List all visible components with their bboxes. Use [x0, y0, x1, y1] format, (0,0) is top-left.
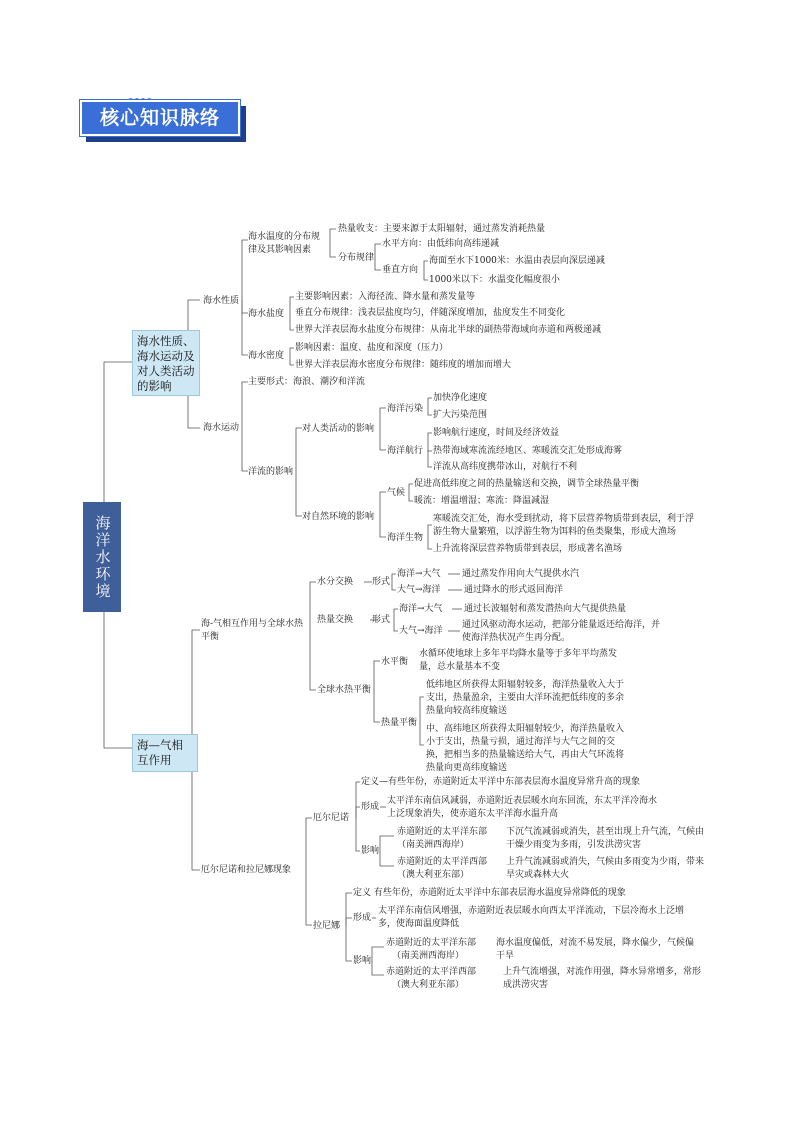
elnino-r1d2: 干燥少雨变为多雨，引发洪涝灾害 [506, 840, 642, 850]
lanina-f1: 太平洋东南信风增强，赤道附近表层暖水向西太平洋流动，下层冷海水上泛增 [378, 906, 685, 916]
node-interaction-line2: 平衡 [201, 632, 220, 642]
root-node: 海洋水环境 [83, 502, 121, 612]
temp-dist: 分布规律 [338, 253, 375, 263]
water-w2d: 通过降水的形式返回海洋 [464, 585, 564, 595]
node-elnino: 厄尔尼诺 [313, 813, 350, 823]
pollution-p1: 加快净化速度 [433, 393, 488, 403]
lanina-r1b: （南美洲西海岸） [392, 951, 465, 961]
elnino-def: 定义—有些年份，赤道附近太平洋中东部表层海水温度异常升高的现象 [361, 777, 641, 787]
elnino-r1d1: 下沉气流减弱或消失，甚至出现上升气流，气候由 [506, 827, 705, 837]
climate-c1: 促进高低纬度之间的热量输送和交换，调节全球热量平衡 [414, 479, 640, 489]
lanina-f2: 多，使海面温度降低 [378, 919, 460, 929]
branch2-node: 海—气相互作用 [132, 734, 198, 772]
node-temp-line2: 律及其影响因素 [248, 245, 312, 255]
lanina-r2d1: 上升气流增强，对流作用强，降水异常增多，常形 [503, 967, 702, 977]
hb-line4: 中、高纬地区所获得太阳辐射较少，海洋热量收入 [426, 724, 625, 734]
node-interaction-line1: 海-气相互作用与全球水热 [201, 619, 304, 629]
node-current: 洋流的影响 [248, 467, 294, 477]
salinity-s2: 垂直分布规律：浅表层盐度均匀，伴随深度增加，盐度发生不同变化 [295, 308, 566, 318]
temp-v1: 海面至水下1000米：水温由表层向深层递减 [429, 256, 605, 266]
node-navigation: 海洋航行 [387, 446, 424, 456]
elnino-r2d1: 上升气流减弱或消失，气候由多雨变为少雨，带来 [506, 857, 705, 867]
motion-forms: 主要形式：海浪、潮汐和洋流 [248, 377, 366, 387]
heat-h1d: 通过长波辐射和蒸发潜热向大气提供热量 [464, 604, 627, 614]
lanina-def: 定义 有些年份，赤道附近太平洋中东部表层海水温度异常降低的现象 [353, 888, 626, 898]
hb-line3: 热量向较高纬度输送 [426, 706, 508, 716]
elnino-r1a: 赤道附近的太平洋东部 [397, 827, 488, 837]
node-salinity: 海水盐度 [248, 309, 285, 319]
elnino-impact: 影响 [361, 846, 380, 856]
bio-b1a: 寒暖流交汇处，海水受到扰动，将下层营养物质带到表层，利于浮 [433, 514, 695, 524]
nav-n3: 洋流从高纬度携带冰山，对航行不利 [433, 462, 578, 472]
density-d2: 世界大洋表层海水密度分布规律：随纬度的增加而增大 [295, 360, 512, 370]
lanina-r2d2: 成洪涝灾害 [503, 980, 549, 990]
elnino-form: 形成 [361, 802, 380, 812]
node-water-exchange: 水分交换 [317, 577, 354, 587]
heat-h1: 海洋→大气 [399, 604, 443, 614]
node-water-balance: 水平衡 [381, 657, 409, 667]
nav-n2: 热带海域寒流流经地区、寒暖流交汇处形成海雾 [433, 446, 623, 456]
water-w2: 大气→海洋 [397, 585, 441, 595]
bio-b2: 上升流将深层营养物质带到表层，形成著名渔场 [433, 544, 623, 554]
elnino-r2a: 赤道附近的太平洋西部 [397, 857, 488, 867]
temp-v2: 1000米以下：水温变化幅度很小 [429, 275, 560, 285]
node-balance: 全球水热平衡 [317, 685, 372, 695]
elnino-f2: 上泛现象消失，使赤道东太平洋海水温升高 [387, 809, 559, 819]
node-bio: 海洋生物 [387, 533, 424, 543]
elnino-r2b: （澳大利亚东部） [397, 870, 470, 880]
lanina-r2b: （澳大利亚东部） [392, 980, 465, 990]
hb-line5: 小于支出，热量亏损，通过海洋与大气之间的交 [426, 737, 616, 747]
hb-line1: 低纬地区所获得太阳辐射较多，海洋热量收入大于 [426, 680, 625, 690]
hb-line2: 支出，热量盈余，主要由大洋环流把低纬度的多余 [426, 693, 625, 703]
heat-h2da: 通过风驱动海水运动，把部分能量返还给海洋，并 [462, 620, 661, 630]
node-climate: 气候 [387, 488, 406, 498]
heat-h2: 大气→海洋 [399, 626, 443, 636]
branch1-node: 海水性质、海水运动及对人类活动的影响 [132, 330, 200, 396]
temp-vertical: 垂直方向 [382, 265, 419, 275]
water-w1: 海洋→大气 [397, 569, 441, 579]
temp-heat: 热量收支：主要来源于太阳辐射，通过蒸发消耗热量 [338, 224, 546, 234]
climate-c2: 暖流：增温增湿；寒流：降温减湿 [414, 496, 550, 506]
node-env: 对自然环境的影响 [302, 512, 375, 522]
node-temp-line1: 海水温度的分布规 [248, 232, 321, 242]
elnino-r1b: （南美洲西海岸） [397, 840, 470, 850]
pollution-p2: 扩大污染范围 [433, 410, 488, 420]
node-motion: 海水运动 [203, 423, 240, 433]
salinity-s1: 主要影响因素：入海径流、降水量和蒸发量等 [295, 292, 476, 302]
lanina-r1a: 赤道附近的太平洋东部 [386, 938, 477, 948]
heat-h2db: 使海洋热状况产生再分配。 [462, 633, 571, 643]
lanina-r1d2: 干旱 [496, 951, 515, 961]
wb-line2: 量，总水量基本不变 [419, 662, 501, 672]
heat-form: 形式 [372, 615, 391, 625]
node-heat-balance: 热量平衡 [381, 718, 418, 728]
lanina-form: 形成 [353, 913, 372, 923]
lanina-r1d1: 海水温度偏低，对流不易发展，降水偏少，气候偏 [496, 938, 695, 948]
node-density: 海水密度 [248, 351, 285, 361]
node-pollution: 海洋污染 [387, 404, 424, 414]
node-heat-exchange: 热量交换 [317, 615, 354, 625]
salinity-s3: 世界大洋表层海水盐度分布规律：从南北半球的副热带海域向赤道和两极递减 [295, 325, 602, 335]
bio-b1b: 游生物大量繁殖，以浮游生物为饵料的鱼类聚集，形成大渔场 [433, 527, 677, 537]
wb-line1: 水循环使地球上多年平均降水量等于多年平均蒸发 [419, 649, 618, 659]
node-properties: 海水性质 [203, 296, 240, 306]
water-w1d: 通过蒸发作用向大气提供水汽 [462, 569, 580, 579]
node-lanina: 拉尼娜 [313, 921, 341, 931]
temp-horizontal: 水平方向：由低纬向高纬递减 [382, 239, 500, 249]
elnino-r2d2: 旱灾或森林大火 [506, 870, 570, 880]
lanina-impact: 影响 [353, 956, 372, 966]
water-form: 形式 [372, 577, 391, 587]
node-human: 对人类活动的影响 [302, 424, 375, 434]
page-title: 核心知识脉络 [99, 107, 220, 129]
lanina-r2a: 赤道附近的太平洋西部 [386, 967, 477, 977]
elnino-f1: 太平洋东南信风减弱，赤道附近表层暖水向东回流，东太平洋冷海水 [387, 796, 658, 806]
hb-line6: 换，把相当多的热量输送给大气，再由大气环流将 [426, 750, 625, 760]
nav-n1: 影响航行速度，时间及经济效益 [433, 428, 560, 438]
hb-line7: 热量向更高纬度输送 [426, 763, 508, 773]
density-d1: 影响因素：温度、盐度和深度（压力） [295, 343, 449, 353]
node-enso: 厄尔尼诺和拉尼娜现象 [201, 865, 292, 875]
